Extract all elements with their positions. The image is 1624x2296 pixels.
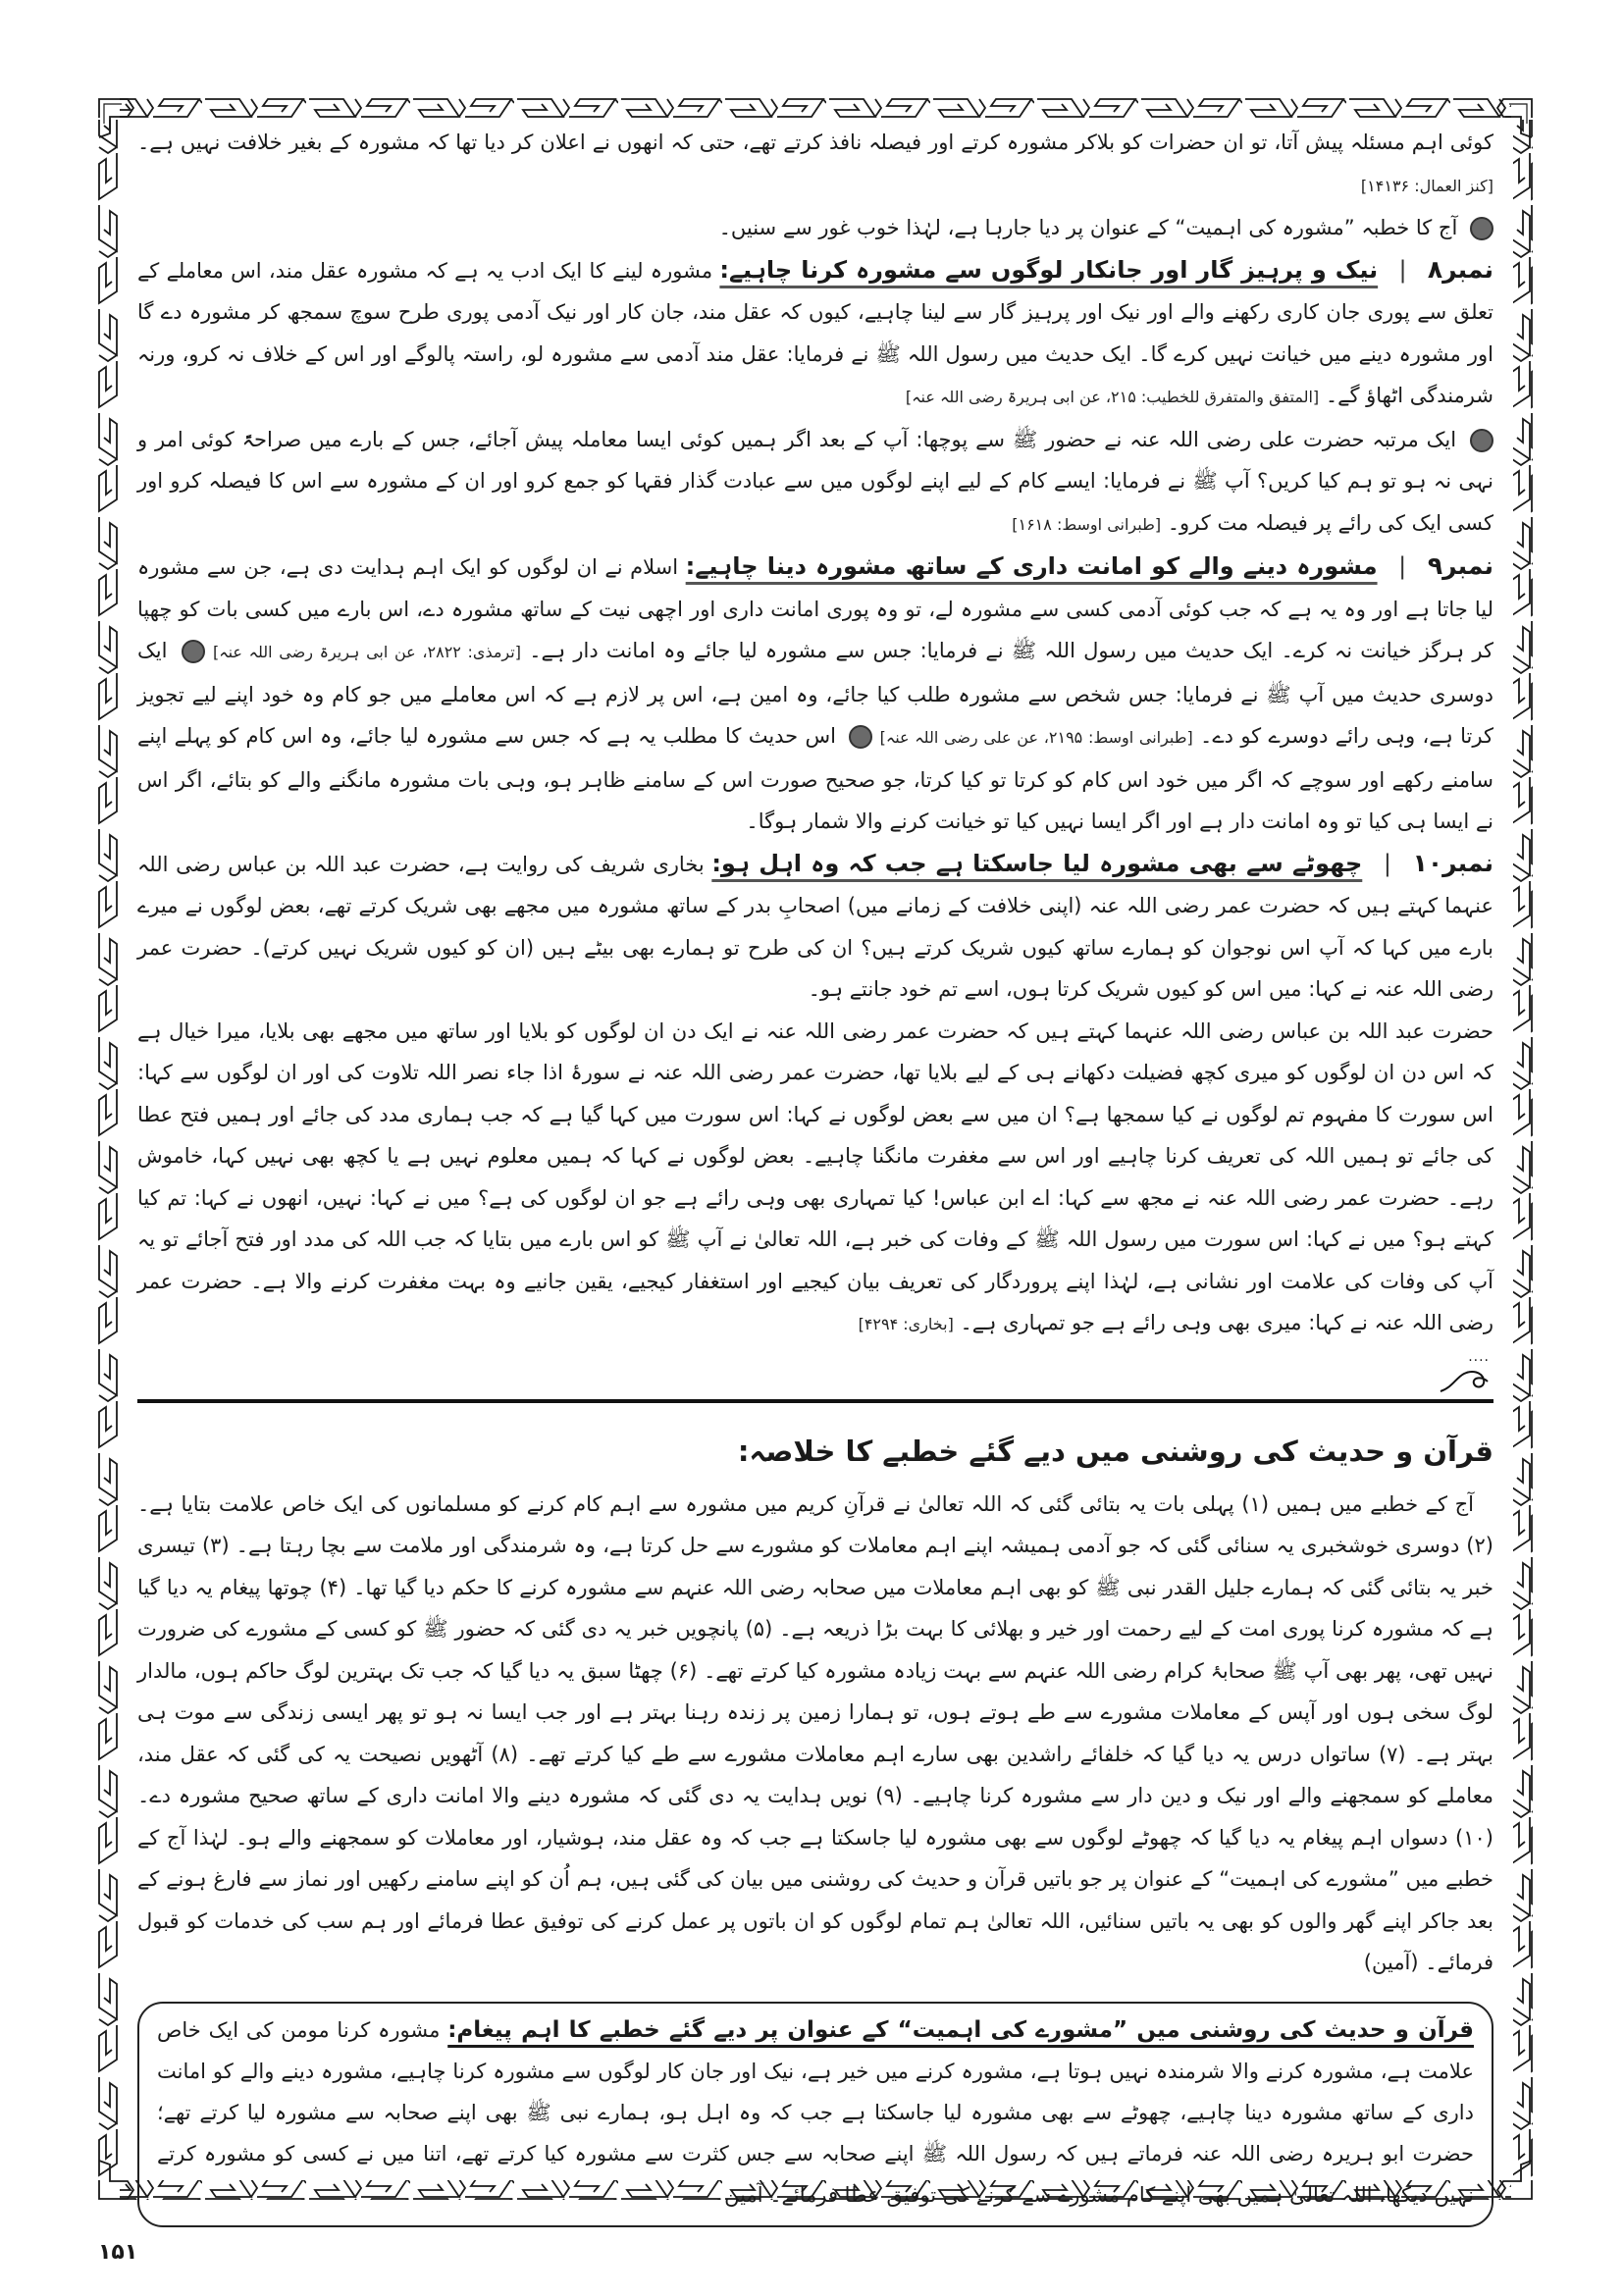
intro-text: کوئی اہم مسئلہ پیش آتا، تو ان حضرات کو بلاکر مشورہ کرتے اور فیصلہ نافذ کرتے تھے، حتی کہ انھوں نے اعلان کر دیا تھا کہ مشورہ کے بغیر خلافت نہیں ہے۔	[137, 130, 1493, 154]
dots: ....	[1468, 1348, 1490, 1365]
bullet-icon	[849, 725, 872, 749]
section-8-hadith: ایک مرتبہ حضرت علی رضی اللہ عنہ نے حضور ﷺ سے پوچھا: آپ کے بعد اگر ہمیں کوئی ایسا معاملہ پیش آجائے، جس کے بارے میں صراحۃً کوئی امر و نہی نہ ہو تو ہم کیا کریں؟ آپ ﷺ نے فرمایا: ایسے کام کے لیے اپنے لوگوں میں سے عبادت گذار فقہا کو جمع کرو اور ان کے مشورہ سے اس کا فیصلہ کرو اور کسی ایک کی رائے پر فیصلہ مت کرو۔ [طبرانی اوسط: ۱۶۱۸]	[137, 427, 1493, 535]
bullet-icon	[1470, 429, 1493, 452]
key-message-box	[137, 2002, 1493, 2227]
citation: [طبرانی اوسط: ۲۱۹۵، عن علی رضی اللہ عنہ]	[879, 728, 1193, 747]
separator: |	[1398, 552, 1407, 580]
section-body: مشورہ لینے کا ایک ادب یہ ہے کہ مشورہ عقل مند، اس معاملے کے تعلق سے پوری جان کاری رکھنے والے اور نیک اور پرہیز گار سے لینا چاہیے، کیوں کہ عقل مند، جان کار اور نیک آدمی پوری طرح سوچ سمجھ کر مشورہ دے گا اور مشورہ دینے میں خیانت نہیں کرے گا۔ ایک حدیث میں رسول اللہ ﷺ نے فرمایا: عقل مند آدمی سے مشورہ لو، راستہ پالوگے اور اس کے خلاف نہ کرو، ورنہ شرمندگی اٹھاؤ گے۔	[137, 258, 1493, 407]
section-8	[137, 249, 1493, 419]
section-number: نمبر۱۰	[1412, 848, 1493, 877]
section-title: مشورہ دینے والے کو امانت داری کے ساتھ مشورہ دینا چاہیے:	[685, 552, 1378, 580]
section-number: نمبر۸	[1427, 254, 1493, 284]
page-content	[137, 122, 1493, 2227]
separator: |	[1383, 849, 1391, 877]
intro-paragraph	[137, 122, 1493, 207]
section-9: نمبر۹ | مشورہ دینے والے کو امانت داری کے ساتھ مشورہ دینا چاہیے: اسلام نے ان لوگوں کو ایک اہم ہدایت دی ہے، جن سے مشورہ لیا جاتا ہے اور وہ یہ ہے کہ جب کوئی آدمی کسی سے مشورہ لے، تو وہ پوری امانت داری اور اچھی نیت کے ساتھ مشورہ دے، اس بارے میں کسی بات کو چھپا کر ہرگز خیانت نہ کرے۔ ایک حدیث میں رسول اللہ ﷺ نے فرمایا: جس سے مشورہ لیا جائے وہ امانت دار ہے۔ [ترمذی: ۲۸۲۲، عن ابی ہریرۃ رضی اللہ عنہ] ایک دوسری حدیث میں آپ ﷺ نے فرمایا: جس شخص سے مشورہ طلب کیا جائے، وہ امین ہے، اس پر لازم ہے کہ اس معاملے میں جو کام وہ خود اپنے لیے تجویز کرتا ہے، وہی رائے دوسرے کو دے۔ [طبرانی اوسط: ۲۱۹۵، عن علی رضی اللہ عنہ] اس حدیث کا مطلب یہ ہے کہ جس سے مشورہ لیا جائے، وہ اس کام کو پہلے اپنے سامنے رکھے اور سوچے کہ اگر میں خود اس کام کو کرتا تو کیا کرتا، جو صحیح صورت اس کے سامنے ظاہر ہو، وہی بات مشورہ مانگنے والے کو بتائے، اگر اس نے ایسا ہی کیا تو وہ امانت دار ہے اور اگر ایسا نہیں کیا تو خیانت کرنے والا شمار ہوگا۔	[137, 546, 1493, 843]
section-divider	[137, 1350, 1493, 1413]
section-number: نمبر۹	[1427, 551, 1493, 580]
key-message-body: مشورہ کرنا مومن کی ایک خاص علامت ہے، مشورہ کرنے والا شرمندہ نہیں ہوتا ہے، مشورہ کرنے میں خیر ہے، نیک اور جان کار لوگوں سے مشورہ کرنا چاہیے، مشورہ دینے والے کو امانت داری کے ساتھ مشورہ دینا چاہیے، چھوٹے سے بھی مشورہ لیا جاسکتا ہے جب کہ وہ اہل ہو، ہمارے نبی ﷺ بھی اپنے صحابہ سے مشورہ لیا کرتے تھے؛ حضرت ابو ہریرہ رضی اللہ عنہ فرماتے ہیں کہ رسول اللہ ﷺ اپنے صحابہ سے جس کثرت سے مشورہ کیا کرتے تھے، اتنا میں نے کسی کو مشورہ کرتے نہیں دیکھا، اللہ تعالیٰ ہمیں بھی اپنے کام مشورے سے کرنے کی توفیق عطا فرمائے۔ آمین	[157, 2017, 1474, 2207]
citation: [کنز العمال: ۱۴۱۳۶]	[1360, 176, 1493, 195]
page-number: ۱۵۱	[98, 2240, 138, 2265]
swash-ornament-icon	[1439, 1364, 1493, 1393]
section-title: چھوٹے سے بھی مشورہ لیا جاسکتا ہے جب کہ وہ اہل ہو:	[711, 849, 1363, 877]
section-title: نیک و پرہیز گار اور جانکار لوگوں سے مشورہ کرنا چاہیے:	[719, 255, 1379, 284]
summary-title: قرآن و حدیث کی روشنی میں دیے گئے خطبے کا خلاصہ:	[737, 1434, 1493, 1468]
citation: [طبرانی اوسط: ۱۶۱۸]	[1012, 514, 1162, 534]
citation: [المتفق والمتفرق للخطیب: ۲۱۵، عن ابی ہریرۃ رضی اللہ عنہ]	[905, 388, 1320, 406]
section-body: اسلام نے ان لوگوں کو ایک اہم ہدایت دی ہے، جن سے مشورہ لیا جاتا ہے اور وہ یہ ہے کہ جب کوئی آدمی کسی سے مشورہ لے، تو وہ پوری امانت داری اور اچھی نیت کے ساتھ مشورہ دے، اس بارے میں کسی بات کو چھپا کر ہرگز خیانت نہ کرے۔ ایک حدیث میں رسول اللہ ﷺ نے فرمایا: جس سے مشورہ لیا جائے وہ امانت دار ہے۔	[137, 555, 1494, 662]
separator: |	[1398, 255, 1407, 284]
key-message-heading: قرآن و حدیث کی روشنی میں ”مشورے کی اہمیت“ کے عنوان پر دیے گئے خطبے کا اہم پیغام:	[447, 2016, 1474, 2043]
bullet-icon	[182, 640, 205, 663]
horizontal-rule	[137, 1399, 1493, 1403]
citation: [ترمذی: ۲۸۲۲، عن ابی ہریرۃ رضی اللہ عنہ]	[212, 643, 521, 661]
page-frame	[98, 98, 1533, 2207]
section-10	[137, 843, 1493, 1011]
bullet-icon	[1470, 217, 1493, 240]
section-10-story: حضرت عبد اللہ بن عباس رضی اللہ عنہما کہتے ہیں کہ حضرت عمر رضی اللہ عنہ نے ایک دن ان لوگوں کو بلایا اور ساتھ میں مجھے بھی بلایا، میرا خیال ہے کہ اس دن ان لوگوں کو میری کچھ فضیلت دکھانے ہی کے لیے بلایا تھا، حضرت عمر رضی اللہ عنہ نے سورۂ اذا جاء نصر اللہ تلاوت کی اور ان لوگوں سے کہا: اس سورت کا مفہوم تم لوگوں نے کیا سمجھا ہے؟ ان میں سے بعض لوگوں نے کہا: اس سورت میں کہا گیا ہے کہ جب ہماری مدد کی جائے اور ہمیں فتح عطا کی جائے تو ہمیں اللہ کی تعریف کرنا چاہیے اور اس سے مغفرت مانگنا چاہیے۔ بعض لوگوں نے کہا کہ ہمیں معلوم نہیں ہے یا کچھ بھی نہیں کہا، خاموش رہے۔ حضرت عمر رضی اللہ عنہ نے مجھ سے کہا: اے ابن عباس! کیا تمہاری بھی وہی رائے ہے جو ان لوگوں کی ہے؟ میں نے کہا: نہیں، انھوں نے کہا: تم کیا کہتے ہو؟ میں نے کہا: اس سورت میں رسول اللہ ﷺ کے وفات کی خبر ہے، اللہ تعالیٰ نے آپ ﷺ کو اس بارے میں بتایا کہ جب اللہ کی مدد اور فتح آجائے تو یہ آپ کی وفات کی علامت اور نشانی ہے، لہٰذا اپنے پروردگار کی تعریف بیان کیجیے اور استغفار کیجیے، یقین جانیے وہ بہت مغفرت کرنے والا ہے۔ حضرت عمر رضی اللہ عنہ نے کہا: میری بھی وہی رائے ہے جو تمہاری ہے۔ [بخاری: ۴۲۹۴]	[137, 1018, 1493, 1334]
section-body: بخاری شریف کی روایت ہے، حضرت عبد اللہ بن عباس رضی اللہ عنہما کہتے ہیں کہ حضرت عمر رضی اللہ عنہ (اپنی خلافت کے زمانے میں) اصحابِ بدر کے ساتھ مشورہ میں مجھے بھی شریک کرتے تھے، بعض لوگوں نے میرے بارے میں کہا کہ آپ اس نوجوان کو ہمارے ساتھ کیوں شریک کرتے ہیں؟ ان کی طرح تو ہمارے بھی بیٹے ہیں (ان کو کیوں شریک نہیں کرتے)۔ حضرت عمر رضی اللہ عنہ نے کہا: میں اس کو کیوں شریک کرتا ہوں، اسے تم خود جانتے ہو۔	[137, 852, 1493, 1001]
summary-body: آج کے خطبے میں ہمیں (۱) پہلی بات یہ بتائی گئی کہ اللہ تعالیٰ نے قرآنِ کریم میں مشورہ سے اہم کام کرنے کو مسلمانوں کی ایک خاص علامت بتایا ہے۔ (۲) دوسری خوشخبری یہ سنائی گئی کہ جو آدمی ہمیشہ اپنے اہم معاملات کو مشورے سے حل کرتا ہے، وہ شرمندگی اور ملامت سے بچا رہتا ہے۔ (۳) تیسری خبر یہ بتائی گئی کہ ہمارے جلیل القدر نبی ﷺ کو بھی اہم معاملات میں صحابہ رضی اللہ عنہم سے مشورہ کرنے کا حکم دیا گیا تھا۔ (۴) چوتھا پیغام یہ دیا گیا ہے کہ مشورہ کرنا پوری امت کے لیے رحمت اور خیر و بھلائی کا بہت بڑا ذریعہ ہے۔ (۵) پانچویں خبر یہ دی گئی کہ حضور ﷺ کو کسی کے مشورے کی ضرورت نہیں تھی، پھر بھی آپ ﷺ صحابۂ کرام رضی اللہ عنہم سے بہت زیادہ مشورہ کیا کرتے تھے۔ (۶) چھٹا سبق یہ دیا گیا کہ جب تک بہترین لوگ حاکم ہوں، مالدار لوگ سخی ہوں اور آپس کے معاملات مشورے سے طے ہوتے ہوں، تو ہمارا زمین پر زندہ رہنا بہتر ہے اور جب ایسا نہ ہو تو پھر ایسی زندگی سے موت ہی بہتر ہے۔ (۷) ساتواں درس یہ دیا گیا کہ خلفائے راشدین بھی سارے اہم معاملات مشورے سے طے کیا کرتے تھے۔ (۸) آٹھویں نصیحت یہ کی گئی کہ عقل مند، معاملے کو سمجھنے والے اور نیک و دین دار سے مشورہ کرنا چاہیے۔ (۹) نویں ہدایت یہ دی گئی کہ مشورہ دینے والا امانت داری کے ساتھ صحیح مشورہ دے۔ (۱۰) دسواں اہم پیغام یہ دیا گیا کہ چھوٹے لوگوں سے بھی مشورہ لیا جاسکتا ہے جب کہ وہ عقل مند، ہوشیار، اور معاملات کو سمجھنے والے ہو۔ لہٰذا آج کے خطبے میں ”مشورے کی اہمیت“ کے عنوان پر جو باتیں قرآن و حدیث کی روشنی میں بیان کی گئی ہیں، ہم اُن کو اپنے سامنے رکھیں اور نماز سے فارغ ہونے کے بعد جاکر اپنے گھر والوں کو بھی یہ باتیں سنائیں، اللہ تعالیٰ ہم تمام لوگوں کو ان باتوں پر عمل کرنے کی توفیق عطا فرمائے اور ہم سب کی خدمات کو قبول فرمائے۔ (آمین)	[137, 1491, 1493, 1974]
citation: [بخاری: ۴۲۹۴]	[858, 1315, 954, 1333]
intro-announcement: آج کا خطبہ ”مشورہ کی اہمیت“ کے عنوان پر دیا جارہا ہے، لہٰذا خوب غور سے سنیں۔	[137, 207, 1493, 249]
